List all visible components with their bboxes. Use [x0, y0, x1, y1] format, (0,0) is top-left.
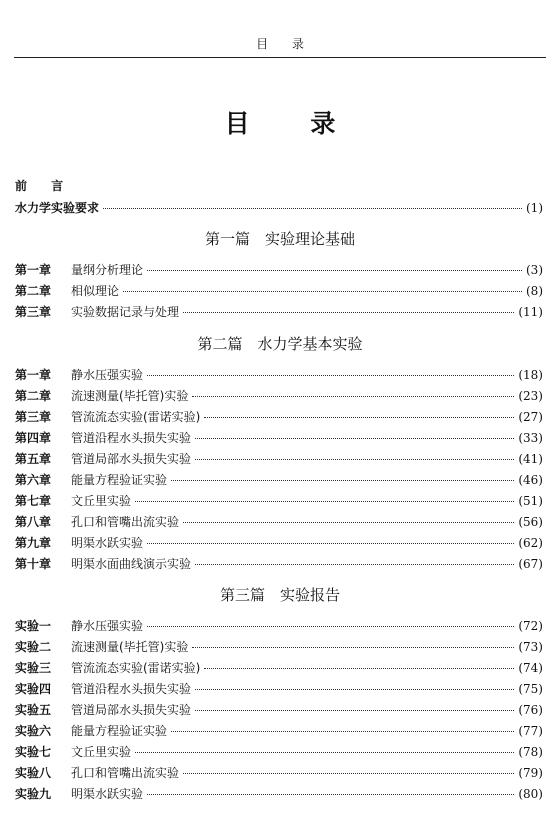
toc-entry-title: 水力学实验要求 [15, 201, 100, 215]
toc-chapter-number: 实验一 [15, 619, 52, 633]
toc-entry[interactable] [15, 701, 543, 719]
toc-entry[interactable] [15, 555, 543, 573]
toc-chapter-number: 第三章 [15, 305, 52, 319]
part-heading-2: 第二篇 水力学基本实验 [197, 335, 363, 353]
toc-chapter-number: 实验五 [15, 703, 52, 717]
toc-entry[interactable] [15, 534, 543, 552]
toc-page-number: (72) [518, 619, 543, 633]
toc-entry-title: 量纲分析理论 [71, 263, 144, 277]
toc-leader-dots [183, 522, 514, 523]
toc-entry-title: 实验数据记录与处理 [71, 305, 180, 319]
toc-leader-dots [135, 501, 514, 502]
toc-entry[interactable] [15, 366, 543, 384]
toc-leader-dots [183, 773, 514, 774]
toc-chapter-number: 第八章 [15, 515, 52, 529]
toc-entry[interactable] [15, 617, 543, 635]
toc-entry-title: 明渠水跃实验 [71, 536, 144, 550]
toc-chapter-number: 实验九 [15, 787, 52, 801]
toc-page-number: (3) [526, 263, 543, 277]
toc-page-number: (27) [518, 410, 543, 424]
toc-leader-dots [147, 626, 514, 627]
toc-leader-dots [103, 208, 522, 209]
toc-leader-dots [135, 752, 514, 753]
toc-leader-dots [204, 668, 514, 669]
toc-page-number: (23) [518, 389, 543, 403]
toc-entry-title: 管道局部水头损失实验 [71, 452, 192, 466]
toc-entry-title: 能量方程验证实验 [71, 724, 168, 738]
toc-entry[interactable] [15, 471, 543, 489]
toc-entry[interactable] [15, 764, 543, 782]
toc-page-number: (77) [518, 724, 543, 738]
toc-entry-title: 静水压强实验 [71, 619, 144, 633]
toc-leader-dots [195, 459, 514, 460]
toc-entry[interactable] [15, 680, 543, 698]
toc-leader-dots [171, 731, 514, 732]
toc-chapter-number: 第一章 [15, 263, 52, 277]
toc-page-number: (75) [518, 682, 543, 696]
toc-leader-dots [195, 710, 514, 711]
toc-page-number: (76) [518, 703, 543, 717]
toc-entry[interactable] [15, 785, 543, 803]
toc-chapter-number: 实验七 [15, 745, 52, 759]
running-head: 目 录 [256, 37, 314, 51]
toc-leader-dots [171, 480, 514, 481]
toc-chapter-number: 实验四 [15, 682, 52, 696]
toc-entry-title: 管道沿程水头损失实验 [71, 682, 192, 696]
toc-chapter-number: 实验八 [15, 766, 52, 780]
toc-chapter-number: 第二章 [15, 389, 52, 403]
toc-page-number: (41) [518, 452, 543, 466]
toc-entry[interactable] [15, 743, 543, 761]
toc-entry[interactable] [15, 408, 543, 426]
toc-page-number: (8) [526, 284, 543, 298]
toc-entry-title: 管道沿程水头损失实验 [71, 431, 192, 445]
toc-entry-title: 明渠水面曲线演示实验 [71, 557, 192, 571]
toc-page-number: (78) [518, 745, 543, 759]
toc-entry-title: 明渠水跃实验 [71, 787, 144, 801]
toc-leader-dots [195, 689, 514, 690]
toc-chapter-number: 实验三 [15, 661, 52, 675]
toc-entry-title: 管流流态实验(雷诺实验) [71, 661, 201, 675]
toc-chapter-number: 实验二 [15, 640, 52, 654]
toc-chapter-number: 第四章 [15, 431, 52, 445]
toc-chapter-number: 第二章 [15, 284, 52, 298]
toc-entry[interactable] [15, 387, 543, 405]
toc-page-number: (56) [518, 515, 543, 529]
page-title: 目 录 [224, 109, 362, 138]
toc-leader-dots [123, 291, 522, 292]
toc-leader-dots [147, 375, 514, 376]
toc-chapter-number: 第十章 [15, 557, 52, 571]
toc-entry-requirements[interactable] [15, 199, 543, 217]
toc-leader-dots [195, 564, 514, 565]
toc-entry-title: 孔口和管嘴出流实验 [71, 515, 180, 529]
toc-leader-dots [147, 543, 514, 544]
toc-entry-title: 文丘里实验 [71, 745, 132, 759]
toc-leader-dots [183, 312, 514, 313]
toc-page-number: (80) [518, 787, 543, 801]
toc-page-number: (51) [518, 494, 543, 508]
toc-page-number: (1) [526, 201, 543, 215]
toc-entry[interactable] [15, 638, 543, 656]
toc-entry-title: 静水压强实验 [71, 368, 144, 382]
toc-entry-title: 流速测量(毕托管)实验 [71, 640, 189, 654]
header-rule [14, 57, 546, 58]
toc-page-number: (74) [518, 661, 543, 675]
toc-entry[interactable] [15, 492, 543, 510]
toc-entry[interactable] [15, 659, 543, 677]
toc-entry-title: 流速测量(毕托管)实验 [71, 389, 189, 403]
toc-entry-title: 能量方程验证实验 [71, 473, 168, 487]
toc-leader-dots [192, 396, 514, 397]
toc-chapter-number: 第七章 [15, 494, 52, 508]
toc-entry[interactable] [15, 282, 543, 300]
toc-entry-title: 管流流态实验(雷诺实验) [71, 410, 201, 424]
toc-leader-dots [204, 417, 514, 418]
toc-page-number: (67) [518, 557, 543, 571]
toc-entry[interactable] [15, 450, 543, 468]
toc-page-number: (62) [518, 536, 543, 550]
toc-chapter-number: 实验六 [15, 724, 52, 738]
toc-chapter-number: 第一章 [15, 368, 52, 382]
toc-page-number: (11) [518, 305, 543, 319]
toc-entry-title: 管道局部水头损失实验 [71, 703, 192, 717]
toc-chapter-number: 第三章 [15, 410, 52, 424]
toc-entry[interactable] [15, 429, 543, 447]
toc-page-number: (79) [518, 766, 543, 780]
part-heading-1: 第一篇 实验理论基础 [204, 230, 355, 248]
toc-chapter-number: 第五章 [15, 452, 52, 466]
toc-entry-title: 文丘里实验 [71, 494, 132, 508]
toc-leader-dots [147, 794, 514, 795]
toc-entry[interactable] [15, 722, 543, 740]
toc-page-number: (33) [518, 431, 543, 445]
toc-chapter-number: 第六章 [15, 473, 52, 487]
toc-leader-dots [192, 647, 514, 648]
toc-page-number: (73) [518, 640, 543, 654]
toc-entry-title: 孔口和管嘴出流实验 [71, 766, 180, 780]
toc-page-number: (46) [518, 473, 543, 487]
toc-chapter-number: 第九章 [15, 536, 52, 550]
toc-page-number: (18) [518, 368, 543, 382]
toc-entry-title: 相似理论 [71, 284, 120, 298]
toc-leader-dots [147, 270, 522, 271]
toc-leader-dots [195, 438, 514, 439]
toc-preface[interactable]: 前 言 [15, 179, 74, 193]
toc-entry[interactable] [15, 303, 543, 321]
toc-entry[interactable] [15, 513, 543, 531]
toc-entry[interactable] [15, 261, 543, 279]
part-heading-3: 第三篇 实验报告 [219, 586, 340, 604]
